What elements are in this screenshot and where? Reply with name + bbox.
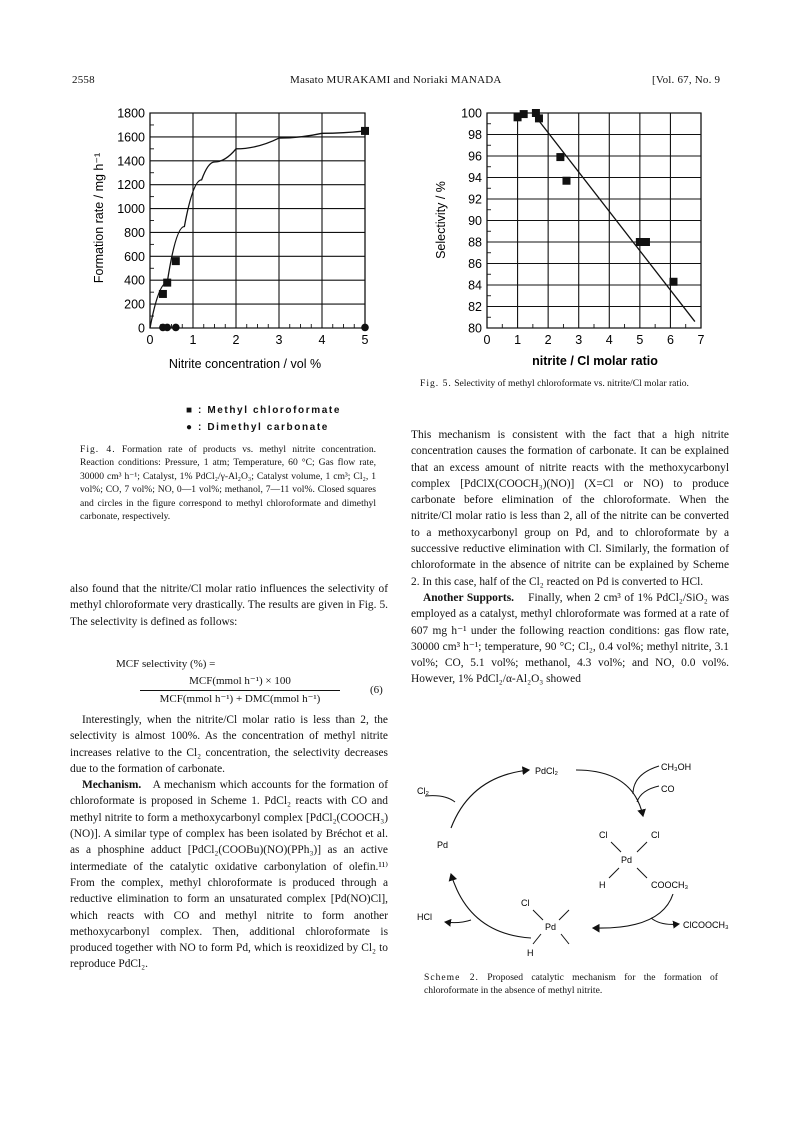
scheme-h-a: H (599, 880, 606, 890)
equation-denominator: MCF(mmol h⁻¹) + DMC(mmol h⁻¹) (159, 693, 321, 705)
fig4-y-tick-label: 600 (124, 249, 145, 264)
fig4-point-circle (163, 324, 171, 332)
fig5-y-tick-label: 86 (468, 257, 482, 271)
fig5-y-tick-label: 96 (468, 149, 482, 164)
scheme-co: CO (661, 784, 675, 794)
fig4-legend-square: ■ : Methyl chloroformate (186, 405, 342, 416)
fig4-ticks (117, 107, 368, 348)
fig4-y-tick-label: 1800 (117, 106, 145, 121)
right-column (411, 427, 729, 688)
equation-lhs: MCF selectivity (%) = (116, 658, 216, 670)
fig4-point-circle (172, 324, 180, 332)
fig5-point-square (642, 238, 650, 246)
supports-text: Finally, when 2 cm³ of 1% PdCl₂/SiO₂ was employed as a catalyst, methyl chloroformate was formed at a rate of 607 mg h⁻¹ under the following reaction conditions: gas flow rate, 30000 cm³ h⁻¹; temperature, 90 °C; Cl₂, 0.4 vol%; methyl nitrite, 3.1 vol%; CO, 5.1 vol%; methanol, 4.3 vol%; and NO, 0.0 vol%. However, 1% PdCl₂/α-Al₂O₃ showed (411, 591, 730, 686)
scheme2-diagram (411, 758, 731, 970)
fig4-x-tick-label: 2 (232, 333, 240, 347)
fig5-x-tick-label: 2 (544, 333, 552, 347)
scheme-cooch3: COOCH₃ (651, 880, 689, 890)
left-column-lower (70, 712, 388, 973)
fig4-x-tick-label: 4 (318, 333, 326, 347)
fig5-y-tick-label: 98 (468, 128, 482, 142)
fig4-x-tick-label: 3 (275, 333, 283, 347)
fig4-y-axis-label: Formation rate / mg h⁻¹ (92, 152, 106, 284)
fig4-frame (150, 113, 365, 328)
fig4-chart (70, 98, 390, 383)
equation-number: (6) (370, 684, 383, 696)
fig5-caption (420, 377, 716, 390)
fig5-point-square (556, 153, 564, 161)
fig4-grid (150, 113, 365, 328)
fig4-x-tick-label: 5 (361, 333, 369, 347)
fig5-x-tick-label: 0 (483, 333, 491, 347)
scheme-h-b: H (527, 948, 534, 958)
fig4-caption-label: Fig. 4. (80, 444, 116, 455)
left-column (70, 581, 388, 630)
scheme-cl-a: Cl (599, 830, 608, 840)
fig5-y-tick-label: 100 (461, 106, 482, 121)
fig4-y-tick-label: 1000 (117, 202, 145, 217)
fig5-grid (487, 113, 701, 328)
fig4-legend-circle: ● : Dimethyl carbonate (186, 422, 329, 433)
fig4-x-axis-label: Nitrite concentration / vol % (168, 357, 322, 371)
left-paragraph-1: also found that the nitrite/Cl molar ratio influences the selectivity of methyl chloroformate very drastically. The results are given in Fig. 5. The selectivity is defined as follows: (70, 583, 388, 628)
fig5-y-tick-label: 88 (468, 235, 482, 250)
scheme-ch3oh: CH₃OH (661, 762, 692, 772)
fig5-point-square (669, 278, 677, 286)
scheme-cl-c: Cl (521, 898, 530, 908)
scheme2-caption (424, 971, 718, 998)
fig5-caption-text: Selectivity of methyl chloroformate vs. nitrite/Cl molar ratio. (454, 378, 689, 389)
fig5-points (514, 109, 678, 286)
scheme2-caption-label: Scheme 2. (424, 972, 479, 983)
arrow-pd-to-pdcl2 (451, 770, 529, 828)
fig4-y-tick-label: 1600 (117, 130, 145, 145)
scheme-pd-lower: Pd (545, 922, 557, 932)
scheme-pdcl2: PdCl₂ (535, 766, 559, 776)
fig5-x-tick-label: 7 (697, 333, 705, 347)
fig4-point-circle (361, 324, 369, 332)
mechanism-text: A mechanism which accounts for the formation of chloroformate is proposed in Scheme 1. PdCl₂ reacts with CO and methyl nitrite to form a methoxycarbonyl complex [PdCl₂(COOCH₃)(NO)]. A similar type of complex has been isolated by Bréchot et al. as a phosphine adduct [PdCl₂(COOBu)(NO)(PPh₃)] as an active intermediate of the catalytic oxidative carbonylation of olefin.¹¹⁾ From the complex, methyl chloroformate is produced through a reductive elimination to form an unsaturated complex [Pd(NO)Cl], which reacts with CO and methyl nitrite to form another methoxycarbonyl complex. Then, additional chloroformate is produced together with NO to form Pd, which is reoxidized by Cl₂ to reproduce PdCl₂. (70, 779, 388, 971)
scheme-hcl: HCl (417, 912, 432, 922)
fig5-point-square (520, 110, 528, 118)
fig5-x-tick-label: 4 (605, 333, 613, 347)
fig4-x-tick-label: 0 (146, 333, 154, 347)
fig5-y-tick-label: 92 (468, 192, 482, 207)
fig4-y-tick-label: 400 (124, 273, 145, 288)
fig5-x-axis-label: nitrite / Cl molar ratio (532, 354, 658, 368)
scheme2-caption-text: Proposed catalytic mechanism for the formation of chloroformate in the absence of methyl nitrite. (424, 972, 719, 997)
fig5-ticks (461, 107, 704, 348)
fig5-x-tick-label: 3 (575, 333, 583, 347)
fig4-y-tick-label: 200 (124, 297, 145, 312)
fig5-y-tick-label: 94 (468, 171, 482, 185)
fig4-y-tick-label: 800 (124, 225, 145, 240)
fig5-caption-label: Fig. 5. (420, 378, 452, 389)
fig5-x-tick-label: 6 (666, 333, 674, 347)
fig5-x-tick-label: 5 (636, 333, 644, 347)
left-paragraph-2: Interestingly, when the nitrite/Cl molar ratio is less than 2, the selectivity is almost 100%. As the concentration of methyl nitrite increases relative to the Cl₂ concentration, the selectivity decreases due to the formation of carbonate. (70, 714, 388, 775)
fig4-point-square (172, 257, 180, 265)
fig5-y-tick-label: 90 (468, 214, 482, 228)
scheme-clcooch3: ClCOOCH₃ (683, 920, 729, 930)
scheme-cl-b: Cl (651, 830, 660, 840)
fig4-y-tick-label: 1400 (117, 154, 145, 169)
right-paragraph-1: This mechanism is consistent with the fact that a high nitrite concentration causes the formation of carbonate. It can be explained that an excess amount of nitrite reacts with the methoxycarbonyl complex [PdClX(COOCH₃)(NO)] (X=Cl or NO) to produce carbonate before elimination of the chloroformate. When the nitrite/Cl molar ratio is less than 2, all of the nitrite can be converted to a methoxycarbonyl group on Pd, and to chloroformate by a successive reductive elimination with Cl. Similarly, the formation of chloroformate in the absence of nitrite can be explained by Scheme 2. In this case, half of the Cl₂ reacted on Pd is converted to HCl. (411, 429, 729, 588)
right-paragraph-2 (411, 590, 729, 688)
fig4-caption (80, 443, 376, 523)
scheme-pd: Pd (437, 840, 449, 850)
fig5-y-tick-label: 82 (468, 300, 482, 314)
fig4-points (159, 127, 369, 331)
left-paragraph-3 (70, 777, 388, 973)
mechanism-heading: Mechanism. (82, 779, 142, 792)
equation-numerator: MCF(mmol h⁻¹) × 100 (189, 675, 291, 687)
fig4-x-tick-label: 1 (189, 333, 197, 347)
running-head-volume: [Vol. 67, No. 9 (652, 74, 721, 86)
fig4-caption-text: Formation rate of products vs. methyl nitrite concentration. Reaction conditions: Pressure, 1 atm; Temperature, 60 °C; Gas flow rate, 30000 cm³ h⁻¹; Catalyst, 1% PdCl₂/γ-Al₂O₃; Catalyst volume, 1 cm³; Cl₂, 1 vol%; CO, 7 vol%; NO, 0—1 vol%; methanol, 7—11 vol%. Closed squares and circles in the figure correspond to methyl chloroformate and dimethyl carbonate, respectively. (80, 444, 377, 523)
fig4-point-square (361, 127, 369, 135)
fig5-y-tick-label: 80 (468, 321, 482, 336)
fig5-point-square (562, 177, 570, 185)
fig5-chart (425, 98, 725, 373)
fig4-point-square (159, 290, 167, 298)
fig5-point-square (535, 114, 543, 122)
fig5-y-tick-label: 84 (468, 278, 482, 293)
arrow-pdh-to-pd (451, 874, 531, 938)
scheme-cl2: Cl₂ (417, 786, 429, 796)
fig4-y-tick-label: 0 (138, 321, 145, 336)
scheme-pd-center: Pd (621, 855, 633, 865)
running-head-authors: Masato MURAKAMI and Noriaki MANADA (290, 74, 502, 86)
page-number: 2558 (72, 74, 95, 86)
fig4-point-square (163, 279, 171, 287)
fig4-y-tick-label: 1200 (117, 178, 145, 193)
supports-heading: Another Supports. (423, 591, 514, 604)
fig5-x-tick-label: 1 (514, 333, 522, 347)
fig5-y-axis-label: Selectivity / % (434, 181, 448, 259)
